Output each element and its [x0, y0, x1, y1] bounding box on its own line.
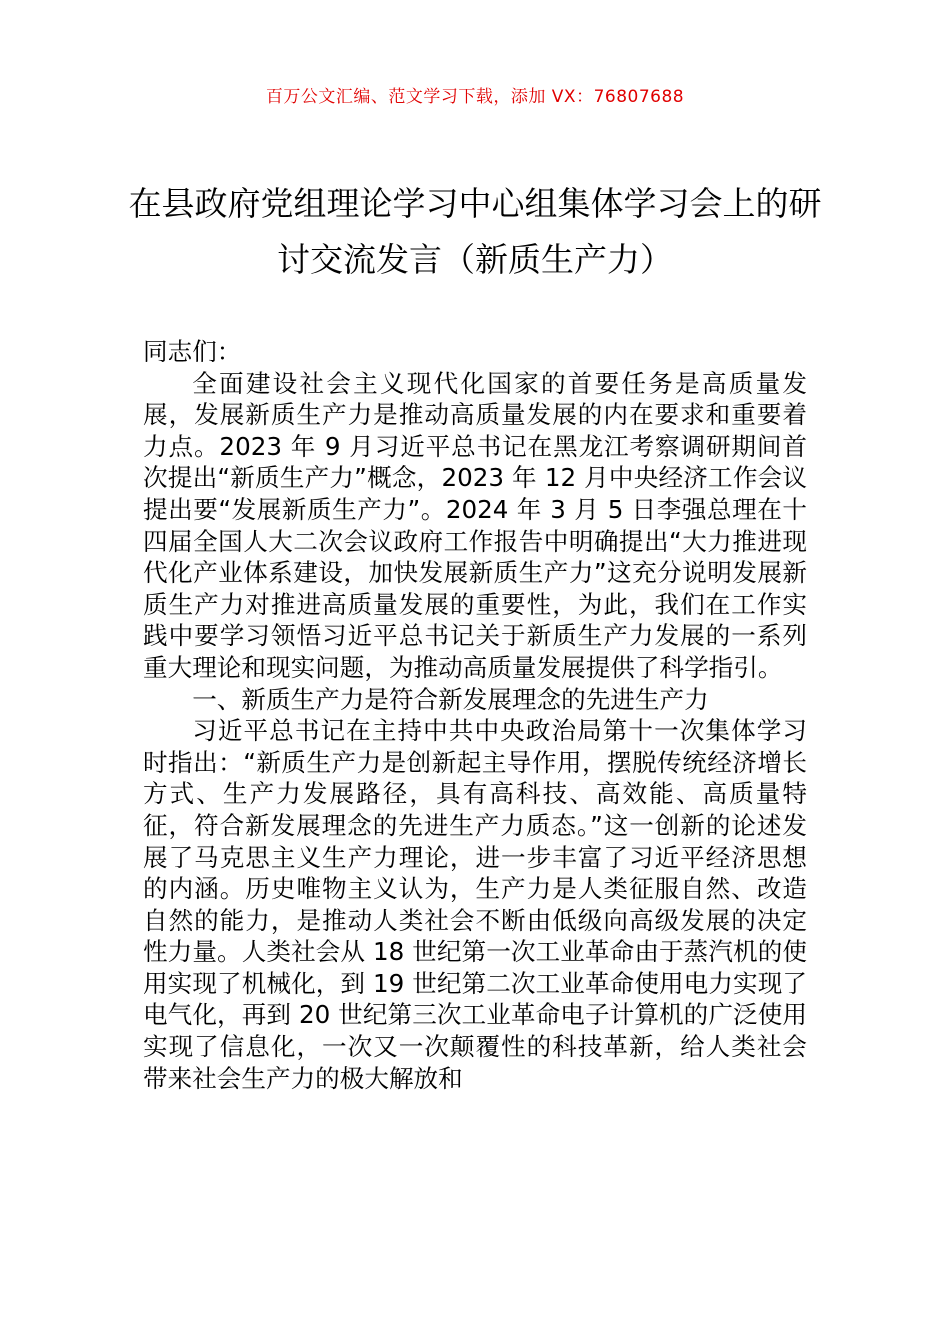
- header-note: 百万公文汇编、范文学习下载，添加 VX：76807688: [265, 87, 685, 107]
- salutation: 同志们：: [143, 337, 242, 366]
- page-title: 在县政府党组理论学习中心组集体学习会上的研讨交流发言（新质生产力）: [128, 184, 822, 279]
- paragraph: 全面建设社会主义现代化国家的首要任务是高质量发展，发展新质生产力是推动高质量发展的内在要求和重要着力点。2023 年 9 月习近平总书记在黑龙江考察调研期间首次提出“新质生产力”概念，2023 年 12 月中央经济工作会议提出要“发展新质生产力”。2024 年 3 月 5 日李强总理在十四届全国人大二次会议政府工作报告中明确提出“大力推进现代化产业体系建设，加快发展新质生产力”这充分说明发展新质生产力对推进高质量发展的重要性，为此，我们在工作实践中要学习领悟习近平总书记关于新质生产力发展的一系列重大理论和现实问题，为推动高质量发展提供了科学指引。: [143, 368, 807, 682]
- paragraph: 习近平总书记在主持中共中央政治局第十一次集体学习时指出：“新质生产力是创新起主导作用，摆脱传统经济增长方式、生产力发展路径，具有高科技、高效能、高质量特征，符合新发展理念的先进生产力质态。”这一创新的论述发展了马克思主义生产力理论，进一步丰富了习近平经济思想的内涵。历史唯物主义认为，生产力是人类征服自然、改造自然的能力，是推动人类社会不断由低级向高级发展的决定性力量。人类社会从 18 世纪第一次工业革命由于蒸汽机的使用实现了机械化，到 19 世纪第二次工业革命使用电力实现了电气化，再到 20 世纪第三次工业革命电子计算机的广泛使用实现了信息化，一次又一次颠覆性的科技革新，给人类社会带来社会生产力的极大解放和: [143, 716, 807, 1093]
- document-body: [143, 336, 807, 1094]
- section-heading: 一、新质生产力是符合新发展理念的先进生产力: [192, 684, 709, 714]
